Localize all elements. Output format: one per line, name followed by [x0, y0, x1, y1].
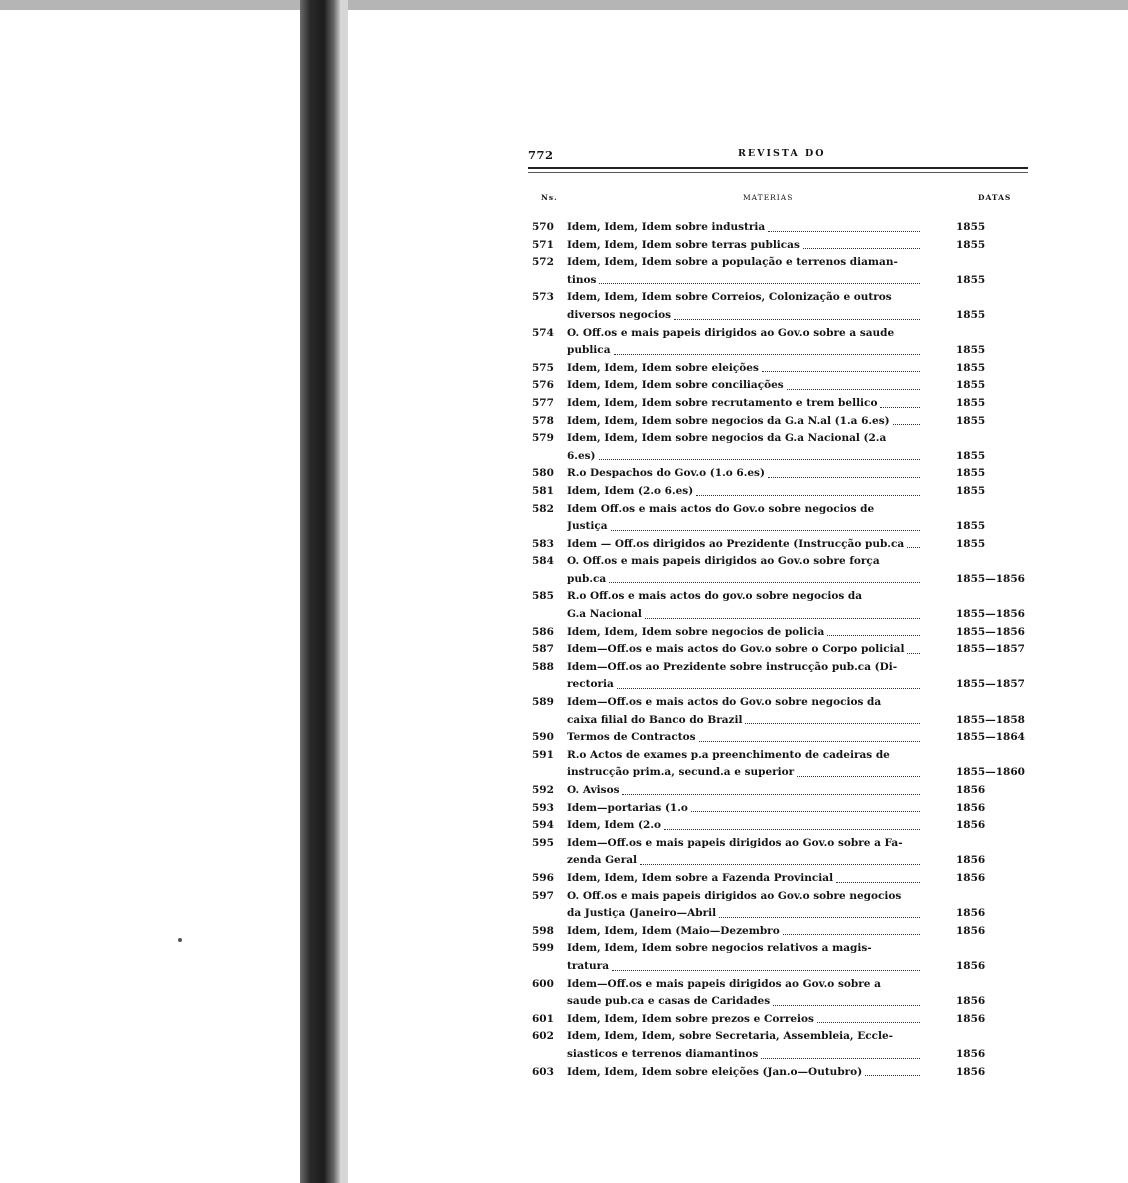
entry-date: 1855	[956, 344, 986, 357]
entry-description	[567, 360, 922, 378]
list-item	[528, 588, 1028, 623]
list-item	[528, 325, 1028, 360]
dot-leader	[599, 448, 920, 461]
entry-number: 591	[532, 748, 554, 761]
entry-description-line	[567, 624, 922, 642]
dot-leader	[907, 536, 920, 549]
entry-number: 584	[532, 555, 554, 568]
entry-number: 601	[532, 1012, 554, 1025]
entry-number: 580	[532, 467, 554, 480]
dot-leader	[803, 237, 920, 250]
list-item	[528, 624, 1028, 642]
entry-description-line	[567, 518, 922, 536]
entry-number: 595	[532, 836, 554, 849]
dot-leader	[768, 219, 920, 232]
entry-description-line	[567, 536, 922, 554]
entry-description-line	[567, 747, 922, 765]
dot-leader	[599, 272, 920, 285]
entry-description-text: diversos negocios	[567, 308, 672, 321]
entry-description	[567, 888, 922, 923]
entry-date: 1855—1856	[956, 608, 1025, 621]
dot-leader	[893, 413, 920, 426]
column-header-materias: MATERIAS	[743, 193, 794, 202]
entry-number: 599	[532, 942, 554, 955]
entry-description-line	[567, 852, 922, 870]
entry-description-text: Termos de Contractos	[567, 731, 696, 744]
entry-description-line	[567, 553, 922, 571]
entry-description	[567, 694, 922, 729]
entry-description	[567, 729, 922, 747]
list-item	[528, 800, 1028, 818]
entry-description-text: Idem, Idem, Idem (Maio—Dezembro	[567, 924, 780, 937]
entry-description-line	[567, 905, 922, 923]
entry-description-line	[567, 272, 922, 290]
entry-description	[567, 219, 922, 237]
entry-date: 1855	[956, 396, 986, 409]
entry-description	[567, 536, 922, 554]
dot-leader	[640, 852, 920, 865]
entry-description-line	[567, 835, 922, 853]
dot-leader	[622, 782, 920, 795]
entry-description-text: tinos	[567, 273, 597, 286]
entry-description	[567, 289, 922, 324]
entry-number: 578	[532, 414, 554, 427]
entries-list	[528, 219, 1028, 1081]
entry-description	[567, 782, 922, 800]
entry-description-text: O. Off.os e mais papeis dirigidos ao Gov.o sobre força	[567, 555, 880, 568]
entry-description-line	[567, 676, 922, 694]
entry-number: 602	[532, 1030, 554, 1043]
dot-leader	[773, 993, 920, 1006]
entry-description	[567, 1064, 922, 1082]
dot-leader	[691, 800, 920, 813]
entry-description-text: O. Avisos	[567, 784, 620, 796]
entry-date: 1855	[956, 273, 986, 286]
entry-description	[567, 835, 922, 870]
entry-description-text: tratura	[567, 959, 610, 972]
entry-description-line	[567, 729, 922, 747]
entry-description-line	[567, 993, 922, 1011]
entry-date: 1855—1857	[956, 678, 1025, 691]
entry-description-text: Idem—Off.os ao Prezidente sobre instrucção pub.ca (Di-	[567, 660, 898, 673]
entry-description-line	[567, 360, 922, 378]
entry-description-line	[567, 307, 922, 325]
entry-description-text: Idem—Off.os e mais papeis dirigidos ao Gov.o sobre a	[567, 977, 881, 990]
entry-number: 592	[532, 784, 554, 796]
list-item	[528, 817, 1028, 835]
entry-description-text: Idem, Idem, Idem sobre terras publicas	[567, 238, 800, 251]
entry-description-line	[567, 395, 922, 413]
entry-description	[567, 501, 922, 536]
book-spine-shadow	[300, 0, 342, 1183]
entry-description-text: Idem, Idem, Idem sobre Correios, Colonização e outros	[567, 291, 892, 304]
dot-leader	[761, 1046, 920, 1059]
list-item	[528, 536, 1028, 554]
entry-number: 572	[532, 256, 554, 269]
entry-date: 1855—1856	[956, 625, 1025, 638]
list-item	[528, 413, 1028, 431]
entry-date: 1855	[956, 414, 986, 427]
list-item	[528, 888, 1028, 923]
list-item	[528, 747, 1028, 782]
entry-description-line	[567, 588, 922, 606]
dot-leader	[783, 923, 920, 936]
entry-description-line	[567, 817, 922, 835]
entry-description	[567, 800, 922, 818]
list-item	[528, 360, 1028, 378]
entry-date: 1855—1858	[956, 713, 1025, 726]
entry-number: 577	[532, 396, 554, 409]
entry-description-line	[567, 1028, 922, 1046]
entry-description-text: Idem, Idem (2.o	[567, 819, 661, 832]
entry-description	[567, 1011, 922, 1029]
entry-description-text: Idem, Idem, Idem sobre recrutamento e trem bellico	[567, 396, 878, 409]
entry-description-line	[567, 606, 922, 624]
dot-leader	[880, 395, 920, 408]
entry-description	[567, 870, 922, 888]
entry-description	[567, 588, 922, 623]
entry-date: 1856	[956, 784, 986, 796]
entry-description-text: zenda Geral	[567, 854, 638, 867]
entry-description-line	[567, 888, 922, 906]
entry-description-line	[567, 448, 922, 466]
running-title: REVISTA DO	[738, 148, 826, 159]
entry-description-line	[567, 694, 922, 712]
list-item	[528, 237, 1028, 255]
entry-description-line	[567, 800, 922, 818]
entry-date: 1855—1860	[956, 766, 1025, 779]
entry-description-line	[567, 413, 922, 431]
entry-description-text: siasticos e terrenos diamantinos	[567, 1047, 759, 1060]
entry-date: 1856	[956, 1047, 986, 1060]
dot-leader	[745, 712, 920, 725]
entry-date: 1855—1856	[956, 572, 1025, 585]
entry-description-text: O. Off.os e mais papeis dirigidos ao Gov.o sobre negocios	[567, 889, 902, 902]
dot-leader	[612, 958, 920, 971]
book-spine-edge	[342, 0, 348, 1183]
dot-leader	[827, 624, 920, 637]
entry-description-line	[567, 976, 922, 994]
entry-description-text: Idem—portarias (1.o	[567, 801, 688, 814]
entry-description-text: Idem — Off.os dirigidos ao Prezidente (Instrucção pub.ca	[567, 537, 905, 550]
entry-description-line	[567, 571, 922, 589]
entry-description	[567, 237, 922, 255]
entry-description	[567, 325, 922, 360]
entry-description-text: Idem, Idem, Idem sobre industria	[567, 221, 766, 233]
entry-description-text: instrucção prim.a, secund.a e superior	[567, 766, 795, 779]
entry-description	[567, 254, 922, 289]
dot-leader	[817, 1011, 920, 1024]
entry-description-line	[567, 483, 922, 501]
dot-leader	[614, 342, 921, 355]
entry-number: 575	[532, 361, 554, 374]
entry-description-text: Idem Off.os e mais actos do Gov.o sobre negocios de	[567, 502, 875, 515]
entry-date: 1856	[956, 854, 986, 867]
dot-leader	[664, 817, 920, 830]
entry-number: 576	[532, 379, 554, 392]
list-item	[528, 377, 1028, 395]
entry-description-text: Idem, Idem, Idem sobre negocios da G.a Nacional (2.a	[567, 432, 887, 445]
entry-number: 583	[532, 537, 554, 550]
dot-leader	[699, 729, 920, 742]
entry-description-text: Idem, Idem, Idem sobre negocios da G.a N.al (1.a 6.es)	[567, 414, 890, 427]
entry-description	[567, 940, 922, 975]
entry-description	[567, 430, 922, 465]
entry-date: 1856	[956, 819, 986, 832]
list-item	[528, 395, 1028, 413]
entry-description-text: Idem—Off.os e mais actos do Gov.o sobre negocios da	[567, 696, 882, 709]
entry-description	[567, 641, 922, 659]
dot-leader	[609, 571, 920, 584]
entry-date: 1855	[956, 361, 986, 374]
entry-description-text: R.o Despachos do Gov.o (1.o 6.es)	[567, 467, 765, 480]
entry-description-line	[567, 430, 922, 448]
entry-description-line	[567, 870, 922, 888]
running-header	[528, 146, 1028, 166]
dot-leader	[768, 465, 920, 478]
entry-description-line	[567, 712, 922, 730]
entry-description-text: da Justiça (Janeiro—Abril	[567, 907, 717, 920]
entry-description	[567, 659, 922, 694]
entry-date: 1855	[956, 484, 986, 497]
column-headers	[528, 193, 1028, 207]
entry-number: 603	[532, 1065, 554, 1078]
entry-description-text: Idem—Off.os e mais papeis dirigidos ao Gov.o sobre a Fa-	[567, 836, 903, 849]
entry-number: 579	[532, 432, 554, 445]
entry-date: 1855	[956, 238, 986, 251]
entry-description-line	[567, 1046, 922, 1064]
list-item	[528, 835, 1028, 870]
dot-leader	[611, 518, 920, 531]
dot-leader	[645, 606, 920, 619]
entry-description-line	[567, 659, 922, 677]
entry-description-text: pub.ca	[567, 572, 607, 585]
entry-date: 1856	[956, 1012, 986, 1025]
list-item	[528, 1028, 1028, 1063]
entry-description-text: Idem, Idem, Idem sobre negocios relativos a magis-	[567, 942, 872, 955]
entry-date: 1856	[956, 959, 986, 972]
entry-description-line	[567, 923, 922, 941]
entry-description-text: saude pub.ca e casas de Caridades	[567, 995, 771, 1008]
entry-number: 589	[532, 696, 554, 709]
entry-number: 574	[532, 326, 554, 339]
entry-date: 1855—1864	[956, 731, 1025, 744]
list-item	[528, 483, 1028, 501]
entry-date: 1856	[956, 801, 986, 814]
entry-description-line	[567, 325, 922, 343]
entry-description-text: Idem, Idem, Idem sobre negocios de policia	[567, 625, 825, 638]
entry-date: 1855	[956, 449, 986, 462]
list-item	[528, 694, 1028, 729]
entry-description-line	[567, 641, 922, 659]
entry-description	[567, 465, 922, 483]
entry-description-text: Idem, Idem (2.o 6.es)	[567, 484, 694, 497]
entry-description-text: O. Off.os e mais papeis dirigidos ao Gov.o sobre a saude	[567, 326, 895, 339]
entry-description-text: G.a Nacional	[567, 608, 642, 621]
entry-description-text: 6.es)	[567, 449, 596, 462]
entry-description	[567, 624, 922, 642]
dot-leader	[865, 1064, 920, 1077]
entry-number: 596	[532, 871, 554, 884]
entry-description	[567, 747, 922, 782]
entry-date: 1855	[956, 467, 986, 480]
entry-description-text: Idem, Idem, Idem sobre conciliações	[567, 379, 784, 392]
paper-speck	[178, 938, 182, 942]
entry-number: 590	[532, 731, 554, 744]
entry-description-line	[567, 219, 922, 237]
column-header-number: Ns.	[541, 193, 558, 202]
list-item	[528, 254, 1028, 289]
entry-description-line	[567, 289, 922, 307]
entry-description-line	[567, 237, 922, 255]
entry-number: 594	[532, 819, 554, 832]
entry-number: 600	[532, 977, 554, 990]
entry-description-line	[567, 501, 922, 519]
entry-number: 571	[532, 238, 554, 251]
entry-description	[567, 377, 922, 395]
entry-number: 597	[532, 889, 554, 902]
entry-description	[567, 483, 922, 501]
list-item	[528, 729, 1028, 747]
list-item	[528, 501, 1028, 536]
entry-description-text: Idem, Idem, Idem sobre eleições (Jan.o—Outubro)	[567, 1065, 863, 1078]
entry-number: 570	[532, 221, 554, 233]
entry-date: 1855	[956, 379, 986, 392]
list-item	[528, 659, 1028, 694]
entry-description-line	[567, 764, 922, 782]
entry-description-line	[567, 254, 922, 272]
entry-description-text: R.o Actos de exames p.a preenchimento de cadeiras de	[567, 748, 890, 761]
entry-number: 581	[532, 484, 554, 497]
entry-number: 588	[532, 660, 554, 673]
entry-description-text: Idem, Idem, Idem, sobre Secretaria, Assembleia, Eccle-	[567, 1030, 894, 1043]
list-item	[528, 219, 1028, 237]
column-header-datas: DATAS	[978, 193, 1012, 202]
entry-description-text: Idem, Idem, Idem sobre a população e terrenos diaman-	[567, 256, 898, 269]
entry-description-text: Idem—Off.os e mais actos do Gov.o sobre o Corpo policial	[567, 643, 905, 656]
page-number: 772	[528, 148, 554, 162]
entry-date: 1856	[956, 995, 986, 1008]
entry-description-text: Justiça	[567, 520, 608, 533]
entry-date: 1856	[956, 871, 986, 884]
entry-date: 1855—1857	[956, 643, 1025, 656]
entry-number: 573	[532, 291, 554, 304]
entry-number: 586	[532, 625, 554, 638]
scan-top-edge	[0, 0, 1128, 10]
entry-description-line	[567, 377, 922, 395]
list-item	[528, 1064, 1028, 1082]
entry-description-line	[567, 782, 922, 800]
list-item	[528, 940, 1028, 975]
list-item	[528, 289, 1028, 324]
entry-date: 1856	[956, 1065, 986, 1078]
entry-description-text: rectoria	[567, 678, 614, 691]
dot-leader	[787, 377, 920, 390]
entry-description	[567, 976, 922, 1011]
dot-leader	[797, 764, 920, 777]
entry-description-text: publica	[567, 344, 611, 357]
entry-description-text: Idem, Idem, Idem sobre prezos e Correios	[567, 1012, 814, 1025]
entry-number: 585	[532, 590, 554, 603]
entry-number: 582	[532, 502, 554, 515]
entry-number: 587	[532, 643, 554, 656]
entry-date: 1856	[956, 924, 986, 937]
entry-number: 598	[532, 924, 554, 937]
list-item	[528, 465, 1028, 483]
entry-date: 1855	[956, 221, 986, 233]
entry-date: 1855	[956, 520, 986, 533]
dot-leader	[907, 641, 920, 654]
dot-leader	[836, 870, 920, 883]
entry-number: 593	[532, 801, 554, 814]
entry-date: 1855	[956, 537, 986, 550]
entry-description-line	[567, 465, 922, 483]
entry-date: 1856	[956, 907, 986, 920]
entry-description-text: Idem, Idem, Idem sobre eleições	[567, 361, 759, 374]
entry-description-line	[567, 958, 922, 976]
dot-leader	[762, 360, 920, 373]
entry-description-text: caixa filial do Banco do Brazil	[567, 713, 743, 726]
entry-description-text: Idem, Idem, Idem sobre a Fazenda Provincial	[567, 871, 834, 884]
list-item	[528, 976, 1028, 1011]
entry-description	[567, 553, 922, 588]
list-item	[528, 782, 1028, 800]
dot-leader	[617, 676, 920, 689]
dot-leader	[696, 483, 920, 496]
list-item	[528, 553, 1028, 588]
entry-description-text: R.o Off.os e mais actos do gov.o sobre negocios da	[567, 590, 863, 603]
entry-date: 1855	[956, 308, 986, 321]
page-header-area	[528, 146, 1028, 166]
list-item	[528, 641, 1028, 659]
entry-description	[567, 395, 922, 413]
entry-description-line	[567, 342, 922, 360]
list-item	[528, 430, 1028, 465]
entry-description	[567, 817, 922, 835]
header-rule	[528, 167, 1028, 173]
entry-description	[567, 413, 922, 431]
list-item	[528, 870, 1028, 888]
dot-leader	[674, 307, 920, 320]
list-item	[528, 923, 1028, 941]
list-item	[528, 1011, 1028, 1029]
dot-leader	[719, 905, 920, 918]
entry-description	[567, 923, 922, 941]
entry-description-line	[567, 1064, 922, 1082]
entry-description-line	[567, 1011, 922, 1029]
entry-description	[567, 1028, 922, 1063]
entry-description-line	[567, 940, 922, 958]
